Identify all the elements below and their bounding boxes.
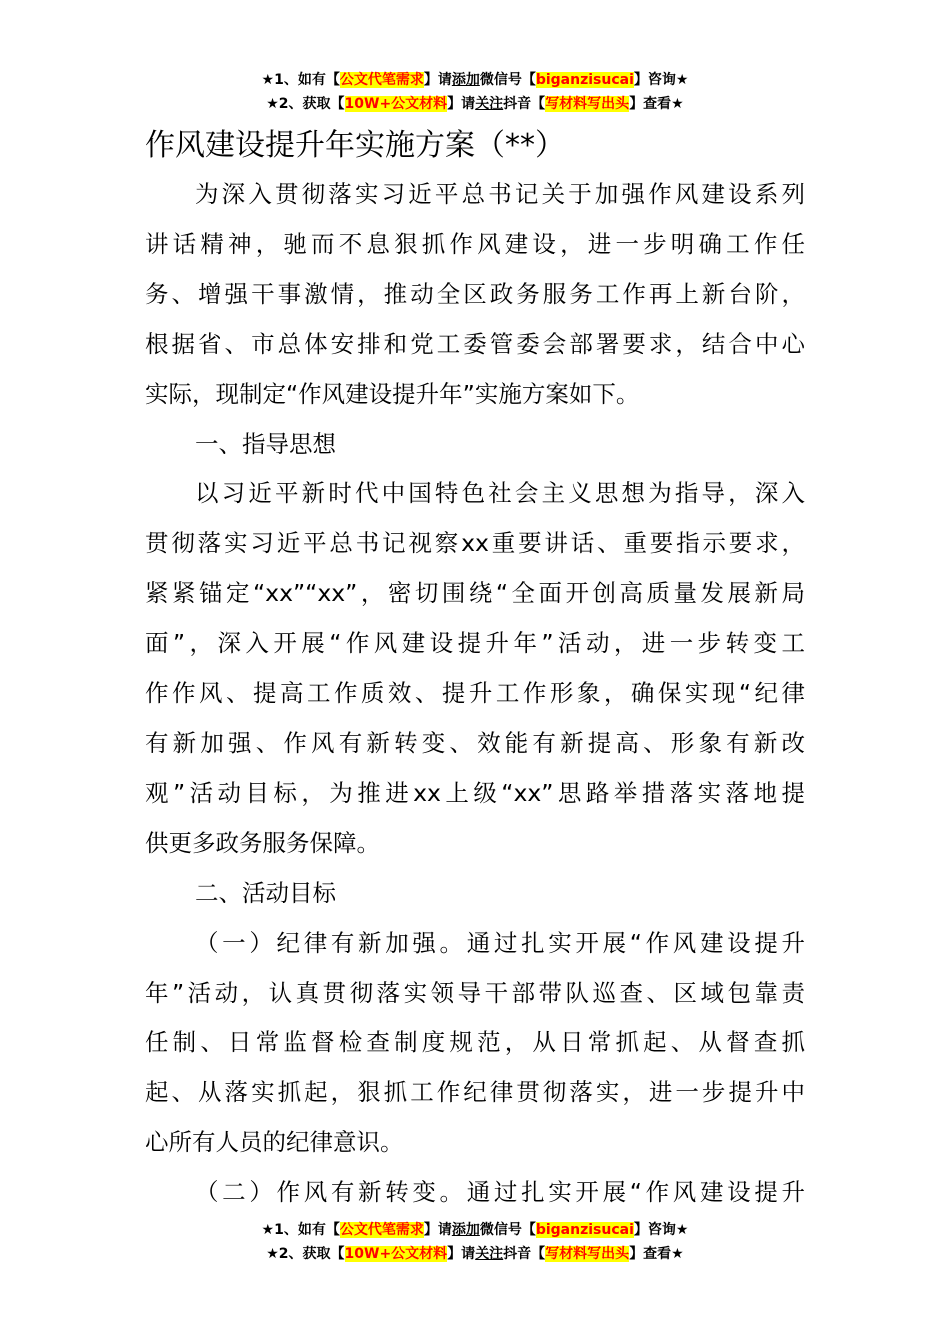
text-line: 贯彻落实习近平总书记视察xx重要讲话、重要指示要求， [145, 529, 805, 558]
text-line: （二）作风有新转变。通过扎实开展“作风建设提升 [195, 1178, 805, 1207]
text-line: 为深入贯彻落实习近平总书记关于加强作风建设系列 [195, 180, 805, 208]
section-heading-activity-goals: 二、活动目标 [195, 878, 336, 907]
text-line: 观”活动目标，为推进xx上级“xx”思路举措落实落地提 [145, 778, 805, 807]
highlight-service: 公文代笔需求 [339, 72, 424, 88]
highlight-materials: 10W+公文材料 [344, 1246, 448, 1262]
text-line: 心所有人员的纪律意识。 [145, 1128, 404, 1157]
text-line: 讲话精神，驰而不息狠抓作风建设，进一步明确工作任 [145, 229, 805, 258]
text-line: 供更多政务服务保障。 [145, 828, 380, 857]
highlight-douyin-account: 写材料写出头 [545, 96, 630, 112]
text-line: 起、从落实抓起，狠抓工作纪律贯彻落实，进一步提升中 [145, 1078, 805, 1107]
document-title: 作风建设提升年实施方案（**） [145, 128, 565, 163]
promo-line-1: ★1、如有【公文代笔需求】请添加微信号【biganzisucai】咨询★ [261, 1222, 689, 1238]
promo-banner-top [0, 68, 950, 116]
highlight-douyin-account: 写材料写出头 [545, 1246, 630, 1262]
promo-line-2: ★2、获取【10W+公文材料】请关注抖音【写材料写出头】查看★ [266, 1246, 684, 1262]
goal-item-1-paragraph [145, 919, 805, 1169]
text-line: 以习近平新时代中国特色社会主义思想为指导，深入 [195, 479, 805, 508]
highlight-wechat-id: biganzisucai [535, 1222, 634, 1238]
highlight-service: 公文代笔需求 [339, 1222, 424, 1238]
intro-paragraph [145, 170, 805, 420]
promo-line-2: ★2、获取【10W+公文材料】请关注抖音【写材料写出头】查看★ [266, 96, 684, 112]
text-line: 实际，现制定“作风建设提升年”实施方案如下。 [145, 379, 640, 408]
highlight-materials: 10W+公文材料 [344, 96, 448, 112]
text-line: 务、增强干事激情，推动全区政务服务工作再上新台阶， [145, 279, 805, 308]
text-line: 根据省、市总体安排和党工委管委会部署要求，结合中心 [145, 329, 805, 358]
section-heading-guiding-ideology: 一、指导思想 [195, 429, 336, 458]
goal-item-2-paragraph [145, 1168, 805, 1218]
text-line: 紧紧锚定“xx”“xx”，密切围绕“全面开创高质量发展新局 [145, 579, 805, 608]
text-line: 面”，深入开展“作风建设提升年”活动，进一步转变工 [145, 629, 805, 658]
highlight-wechat-id: biganzisucai [535, 72, 634, 88]
promo-banner-bottom [0, 1218, 950, 1266]
promo-line-1: ★1、如有【公文代笔需求】请添加微信号【biganzisucai】咨询★ [261, 72, 689, 88]
document-body [145, 122, 805, 1218]
text-line: 年”活动，认真贯彻落实领导干部带队巡查、区域包靠责 [145, 978, 805, 1007]
text-line: 作作风、提高工作质效、提升工作形象，确保实现“纪律 [145, 679, 805, 708]
guiding-ideology-paragraph [145, 469, 805, 868]
text-line: 有新加强、作风有新转变、效能有新提高、形象有新改 [145, 728, 805, 757]
text-line: 任制、日常监督检查制度规范，从日常抓起、从督查抓 [145, 1028, 805, 1057]
text-line: （一）纪律有新加强。通过扎实开展“作风建设提升 [195, 928, 805, 957]
